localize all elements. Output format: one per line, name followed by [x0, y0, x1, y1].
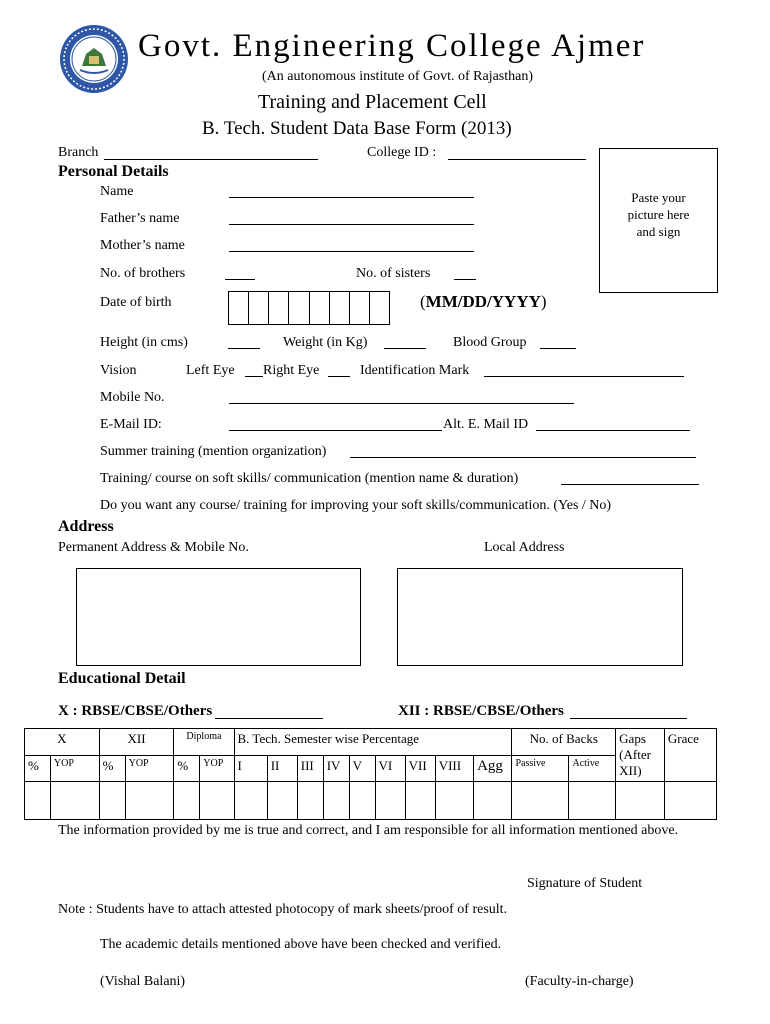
personal-details-heading: Personal Details: [58, 163, 169, 180]
gaps-cell[interactable]: [616, 782, 665, 820]
blood-group-label: Blood Group: [453, 335, 527, 350]
address-heading: Address: [58, 518, 114, 535]
xii-yop-cell[interactable]: [125, 782, 174, 820]
dob-format: (MM/DD/YYYY): [420, 292, 547, 311]
brothers-field[interactable]: [225, 279, 255, 280]
father-name-field[interactable]: [229, 224, 474, 225]
diploma-pct-cell[interactable]: [174, 782, 200, 820]
officer-name: (Vishal Balani): [100, 974, 186, 989]
sem-8-cell[interactable]: [435, 782, 473, 820]
sem-3-cell[interactable]: [297, 782, 323, 820]
sem-6-cell[interactable]: [375, 782, 405, 820]
signature-label: Signature of Student: [527, 876, 643, 891]
sem-1-cell[interactable]: [234, 782, 267, 820]
college-id-field[interactable]: [448, 159, 586, 160]
email-field[interactable]: [229, 430, 442, 431]
header-grace: Grace: [664, 729, 716, 782]
vision-label: Vision: [100, 363, 137, 378]
diploma-yop-header: YOP: [200, 755, 234, 782]
sem-2-cell[interactable]: [267, 782, 297, 820]
local-address-label: Local Address: [484, 540, 565, 555]
sem-3-header: III: [297, 755, 323, 782]
name-label: Name: [100, 184, 134, 199]
sisters-label: No. of sisters: [356, 266, 431, 281]
weight-field[interactable]: [384, 348, 426, 349]
note-text: Note : Students have to attach attested photocopy of mark sheets/proof of result.: [58, 902, 508, 917]
summer-training-label: Summer training (mention organization): [100, 444, 327, 459]
alt-email-label: Alt. E. Mail ID: [443, 417, 529, 432]
soft-skills-field[interactable]: [561, 484, 699, 485]
branch-label: Branch: [58, 145, 99, 160]
xii-pct-cell[interactable]: [99, 782, 125, 820]
sisters-field[interactable]: [454, 279, 476, 280]
blood-group-field[interactable]: [540, 348, 576, 349]
diploma-pct-header: %: [174, 755, 200, 782]
passive-cell[interactable]: [512, 782, 569, 820]
xii-pct-header: %: [99, 755, 125, 782]
mobile-field[interactable]: [229, 403, 574, 404]
permanent-address-box[interactable]: [76, 568, 361, 666]
data-row: [25, 782, 717, 820]
right-eye-field[interactable]: [328, 376, 350, 377]
photo-line-3: and sign: [636, 224, 681, 239]
educational-detail-heading: Educational Detail: [58, 670, 186, 687]
photo-box[interactable]: [599, 148, 718, 293]
identification-mark-label: Identification Mark: [360, 363, 470, 378]
summer-training-field[interactable]: [350, 457, 696, 458]
sem-5-cell[interactable]: [349, 782, 375, 820]
sem-6-header: VI: [375, 755, 405, 782]
brothers-label: No. of brothers: [100, 266, 186, 281]
grace-cell[interactable]: [664, 782, 716, 820]
college-logo: [58, 24, 130, 94]
soft-skills-label: Training/ course on soft skills/ communication (mention name & duration): [100, 471, 519, 486]
declaration-text: The information provided by me is true and correct, and I am responsible for all information mentioned above.: [58, 823, 679, 838]
sem-7-cell[interactable]: [405, 782, 435, 820]
soft-skills-question: Do you want any course/ training for improving your soft skills/communication. (Yes / No): [100, 498, 612, 513]
header-btech: B. Tech. Semester wise Percentage: [234, 729, 512, 756]
passive-header: Passive: [512, 755, 569, 782]
height-label: Height (in cms): [100, 335, 188, 350]
x-board-field[interactable]: [215, 718, 323, 719]
xii-board-label: XII : RBSE/CBSE/Others: [398, 703, 564, 719]
faculty-in-charge-label: (Faculty-in-charge): [525, 974, 634, 989]
mother-name-field[interactable]: [229, 251, 474, 252]
father-name-label: Father’s name: [100, 211, 180, 226]
college-id-label: College ID :: [367, 145, 437, 160]
x-yop-cell[interactable]: [50, 782, 99, 820]
college-name: Govt. Engineering College Ajmer: [138, 28, 646, 64]
identification-mark-field[interactable]: [484, 376, 684, 377]
name-field[interactable]: [229, 197, 474, 198]
left-eye-label: Left Eye: [186, 363, 235, 378]
dob-boxes[interactable]: [228, 291, 390, 325]
email-label: E-Mail ID:: [100, 417, 162, 432]
header-xii: XII: [99, 729, 174, 756]
alt-email-field[interactable]: [536, 430, 690, 431]
cell-name: Training and Placement Cell: [258, 91, 487, 113]
header-x: X: [25, 729, 100, 756]
x-pct-header: %: [25, 755, 51, 782]
active-cell[interactable]: [569, 782, 616, 820]
header-gaps: Gaps (After XII): [616, 729, 665, 782]
sem-4-header: IV: [323, 755, 349, 782]
permanent-address-label: Permanent Address & Mobile No.: [58, 540, 249, 555]
height-field[interactable]: [228, 348, 260, 349]
photo-line-2: picture here: [627, 207, 690, 222]
agg-header: Agg: [474, 755, 512, 782]
left-eye-field[interactable]: [245, 376, 263, 377]
sem-4-cell[interactable]: [323, 782, 349, 820]
diploma-yop-cell[interactable]: [200, 782, 234, 820]
educational-detail-table: [24, 728, 717, 820]
active-header: Active: [569, 755, 616, 782]
college-subtitle: (An autonomous institute of Govt. of Rajasthan): [262, 69, 534, 84]
form-title: B. Tech. Student Data Base Form (2013): [202, 118, 512, 139]
branch-field[interactable]: [104, 159, 318, 160]
xii-yop-header: YOP: [125, 755, 174, 782]
agg-cell[interactable]: [474, 782, 512, 820]
header-backs: No. of Backs: [512, 729, 616, 756]
header-diploma: Diploma: [174, 729, 234, 756]
mobile-label: Mobile No.: [100, 390, 165, 405]
dob-label: Date of birth: [100, 295, 172, 310]
x-pct-cell[interactable]: [25, 782, 51, 820]
right-eye-label: Right Eye: [263, 363, 320, 378]
xii-board-field[interactable]: [570, 718, 687, 719]
photo-line-1: Paste your: [631, 190, 686, 205]
mother-name-label: Mother’s name: [100, 238, 185, 253]
x-yop-header: YOP: [50, 755, 99, 782]
x-board-label: X : RBSE/CBSE/Others: [58, 703, 213, 719]
sem-1-header: I: [234, 755, 267, 782]
local-address-box[interactable]: [397, 568, 683, 666]
weight-label: Weight (in Kg): [283, 335, 368, 350]
sem-8-header: VIII: [435, 755, 473, 782]
sem-7-header: VII: [405, 755, 435, 782]
sem-2-header: II: [267, 755, 297, 782]
verification-text: The academic details mentioned above have been checked and verified.: [100, 937, 502, 952]
sem-5-header: V: [349, 755, 375, 782]
